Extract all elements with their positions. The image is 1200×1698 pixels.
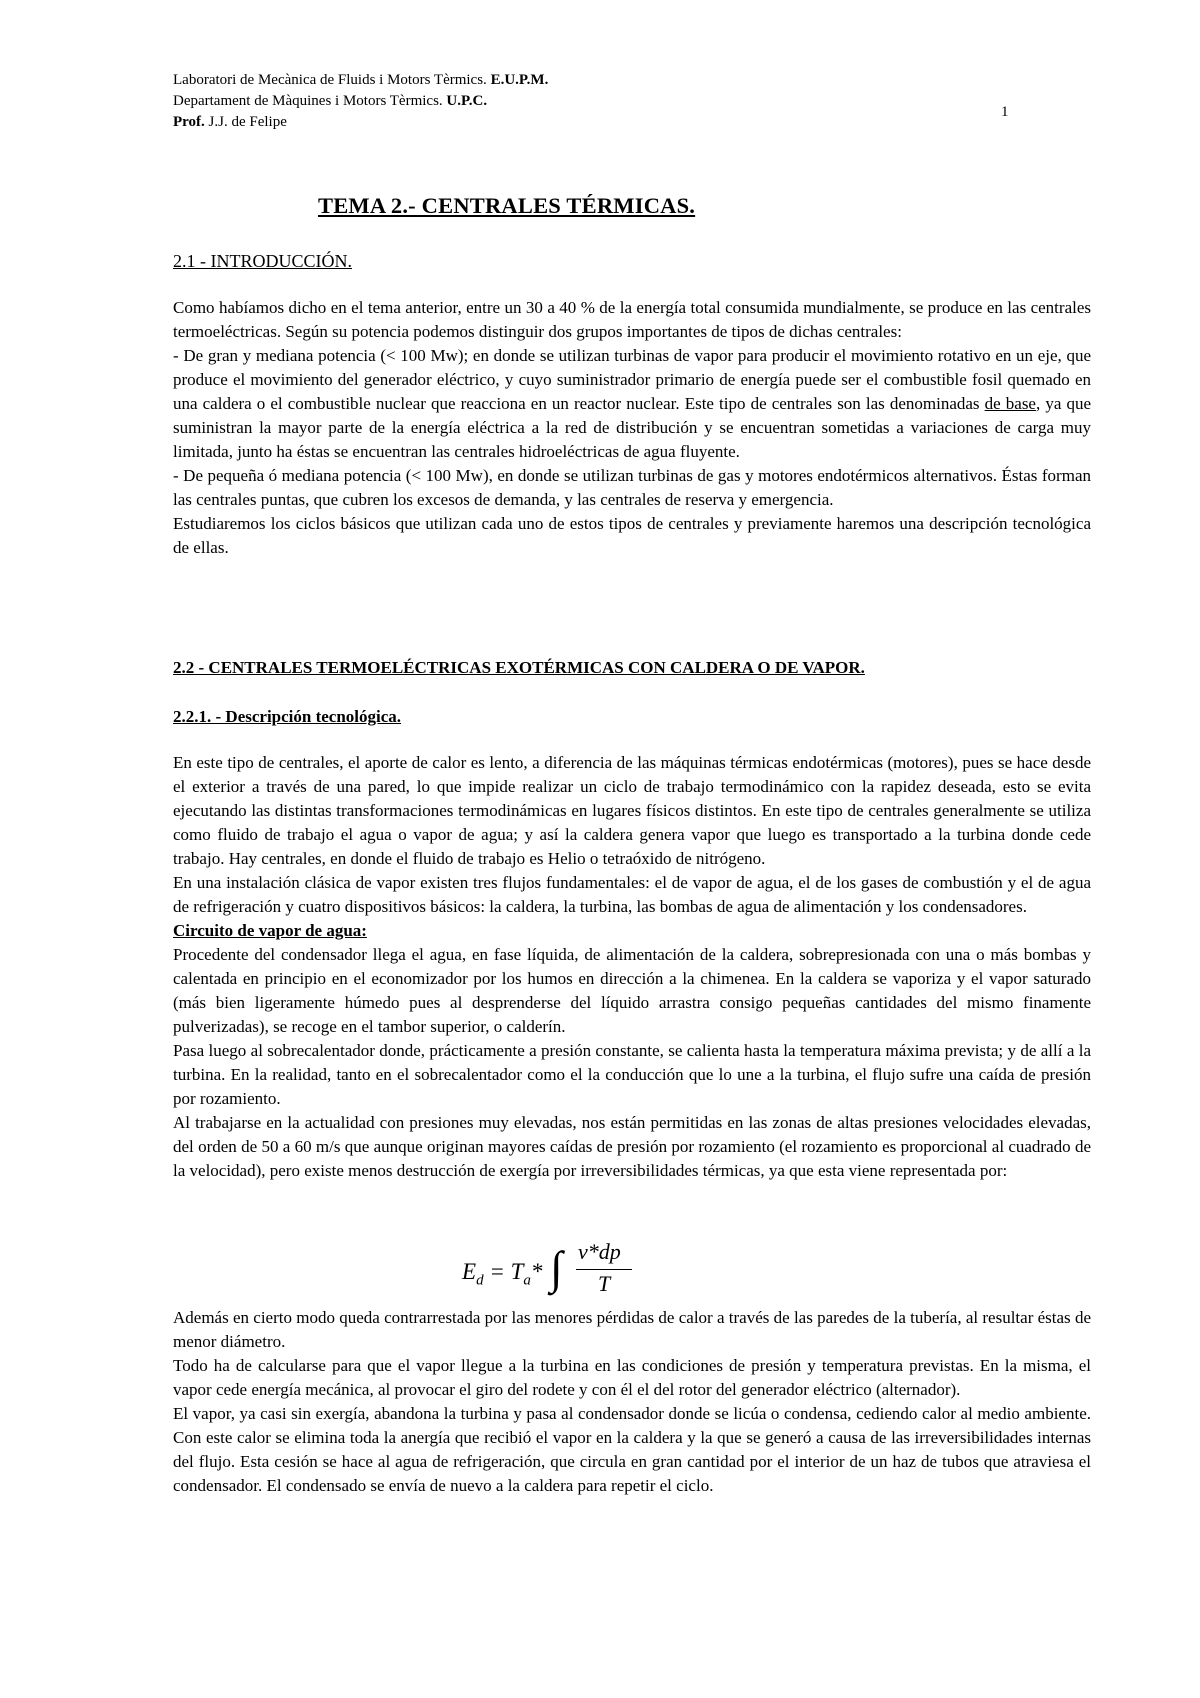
page-header [173, 70, 1091, 133]
section-2-1-body [173, 296, 1091, 560]
paragraph: Procedente del condensador llega el agua, en fase líquida, de alimentación de la caldera, sobrepresionada con una o más bombas y calentada en principio en el economizador por los humos en dirección a la chimenea. En la caldera se vaporiza y el vapor saturado (más bien ligeramente húmedo pues al desprenderse del líquido arrastra consigo pequeñas cantidades del mismo finamente pulverizadas), se recoge en el tambor superior, o calderín. [173, 945, 1091, 1036]
underlined-term: de base [984, 394, 1036, 413]
formula-numerator: v*dp [578, 1239, 621, 1264]
paragraph: Además en cierto modo queda contrarrestada por las menores pérdidas de calor a través de las paredes de la tubería, al resultar éstas de menor diámetro. [173, 1308, 1091, 1351]
subheading: Circuito de vapor de agua: [173, 921, 367, 940]
page-number: 1 [1001, 104, 1009, 120]
section-2-2-1-heading: 2.2.1. - Descripción tecnológica. [173, 707, 402, 726]
paragraph: Pasa luego al sobrecalentador donde, prácticamente a presión constante, se calienta hasta la temperatura máxima prevista; y de allí a la turbina. En la realidad, tanto en el sobrecalentador como el la conducción que lo une a la turbina, el flujo sufre una caída de presión por rozamiento. [173, 1041, 1091, 1108]
formula-denominator: T [598, 1271, 611, 1296]
section-2-1-heading: 2.1 - INTRODUCCIÓN. [173, 251, 352, 271]
paragraph: - De gran y mediana potencia (< 100 Mw); en donde se utilizan turbinas de vapor para producir el movimiento rotativo en un eje, que produce el movimiento del generador eléctrico, y cuyo suministrador primario de energía puede ser el combustible fosil quemado en una caldera o el combustible nuclear que reacciona en un reactor nuclear. Este tipo de centrales son las denominadas de base, ya que suministran la mayor parte de la energía eléctrica a la red de distribución y se encuentran sometidas a variaciones de carga muy limitada, junto ha éstas se encuentran las centrales hidroeléctricas de agua fluyente. [173, 346, 1091, 461]
paragraph: En este tipo de centrales, el aporte de calor es lento, a diferencia de las máquinas térmicas endotérmicas (motores), pues se hace desde el exterior a través de una pared, lo que impide realizar un ciclo de trabajo termodinámico con la rapidez deseada, esto se evita ejecutando las distintas transformaciones termodinámicas en lugares físicos distintos. En este tipo de centrales generalmente se utiliza como fluido de trabajo el agua o vapor de agua; y así la caldera genera vapor que luego es transportado a la turbina donde cede trabajo. Hay centrales, en donde el fluido de trabajo es Helio o tetraóxido de nitrógeno. [173, 753, 1091, 868]
header-line-2: Departament de Màquines i Motors Tèrmics. U.P.C. [173, 93, 488, 109]
section-2-2-1-body [173, 751, 1091, 1183]
paragraph: Al trabajarse en la actualidad con presiones muy elevadas, nos están permitidas en las zonas de altas presiones velocidades elevadas, del orden de 50 a 60 m/s que aunque originan mayores caídas de presión por rozamiento (el rozamiento es proporcional al cuadrado de la velocidad), pero existe menos destrucción de exergía por irreversibilidades térmicas, ya que esta viene representada por: [173, 1113, 1091, 1180]
section-2-2-heading: 2.2 - CENTRALES TERMOELÉCTRICAS EXOTÉRMICAS CON CALDERA O DE VAPOR. [173, 658, 865, 677]
paragraph: En una instalación clásica de vapor existen tres flujos fundamentales: el de vapor de agua, el de los gases de combustión y el de agua de refrigeración y cuatro dispositivos básicos: la caldera, la turbina, las bombas de agua de alimentación y los condensadores. [173, 873, 1091, 916]
integral-symbol: ∫ [550, 1242, 563, 1293]
header-line-3: Prof. J.J. de Felipe [173, 114, 287, 130]
fraction-bar [576, 1269, 632, 1270]
paragraph: Todo ha de calcularse para que el vapor llegue a la turbina en las condiciones de presión y temperatura previstas. En la misma, el vapor cede energía mecánica, al provocar el giro del rodete y con él el del rotor del generador eléctrico (alternador). [173, 1356, 1091, 1399]
exergy-formula [462, 1239, 682, 1301]
header-line-1: Laboratori de Mecànica de Fluids i Motors Tèrmics. E.U.P.M. [173, 72, 549, 88]
formula-lhs: $E_d = T_a*$ [462, 1259, 543, 1289]
document-title: TEMA 2.- CENTRALES TÉRMICAS. [318, 193, 696, 218]
paragraph: Estudiaremos los ciclos básicos que utilizan cada uno de estos tipos de centrales y previamente haremos una descripción tecnológica de ellas. [173, 514, 1091, 557]
section-2-2-1-body-continued [173, 1306, 1091, 1498]
paragraph: Como habíamos dicho en el tema anterior, entre un 30 a 40 % de la energía total consumida mundialmente, se produce en las centrales termoeléctricas. Según su potencia podemos distinguir dos grupos importantes de tipos de dichas centrales: [173, 298, 1091, 341]
paragraph: - De pequeña ó mediana potencia (< 100 Mw), en donde se utilizan turbinas de gas y motores endotérmicos alternativos. Éstas forman las centrales puntas, que cubren los excesos de demanda, y las centrales de reserva y emergencia. [173, 466, 1091, 509]
paragraph: El vapor, ya casi sin exergía, abandona la turbina y pasa al condensador donde se licúa o condensa, cediendo calor al medio ambiente. Con este calor se elimina toda la anergía que recibió el vapor en la caldera y la que se generó a causa de las irreversibilidades internas del flujo. Esta cesión se hace al agua de refrigeración, que circula en gran cantidad por el interior de un haz de tubos que atraviesa el condensador. El condensado se envía de nuevo a la caldera para repetir el ciclo. [173, 1404, 1091, 1495]
